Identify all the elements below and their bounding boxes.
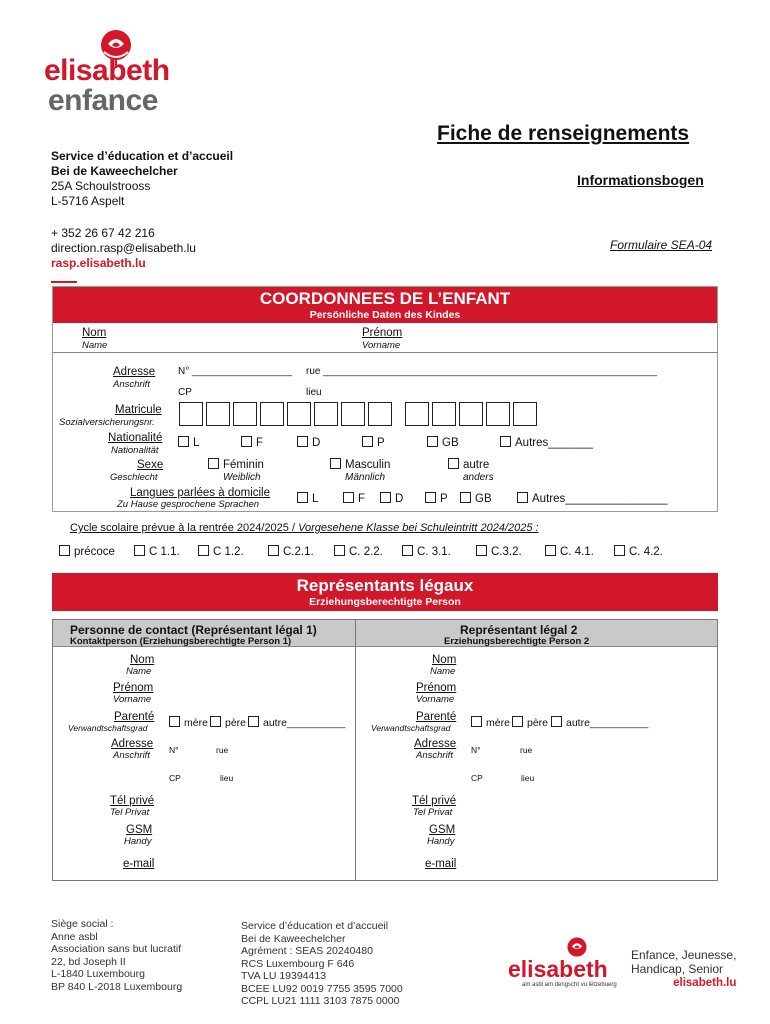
sexe-option-autre[interactable]: autre [448,458,489,471]
footer-slogan-line1: Enfance, Jeunesse, [631,948,737,962]
child-prenom-label-de: Vorname [362,340,401,351]
matricule-box[interactable] [432,402,456,426]
contact-web[interactable]: rasp.elisabeth.lu [51,256,146,270]
nat-option-f[interactable]: F [241,436,263,449]
rep1-parente-label-de: Verwandtschaftsgrad [68,723,148,733]
rep1-tel-label-de: Tel Privat [110,807,150,818]
rep1-lieu-field[interactable]: lieu [220,773,234,783]
rep1-prenom-label-de: Vorname [113,694,152,705]
child-no-field[interactable]: N° __________________ [178,366,293,377]
cycle-option[interactable]: C. 3.1. [402,545,451,558]
footer-slogan-line2: Handicap, Senior [631,962,724,976]
child-nationalite-label-de: Nationalität [111,445,159,456]
matricule-box[interactable] [287,402,311,426]
rep1-no-field[interactable]: N° [169,745,179,755]
child-lieu-field[interactable]: lieu [306,387,322,398]
checkbox-icon[interactable] [460,492,471,503]
nat-option-p[interactable]: P [362,436,385,449]
rep2-cp-field[interactable]: CP [471,773,483,783]
footer-middle-line: Service d’éducation et d’accueil [241,920,389,932]
address-line1: Service d’éducation et d’accueil [51,149,234,163]
child-rue-field[interactable]: rue ____________________________________________________________ [306,366,657,377]
footer-middle-line: CCPL LU21 1111 3103 7875 0000 [241,995,400,1007]
checkbox-icon[interactable] [614,545,625,556]
checkbox-icon[interactable] [134,545,145,556]
checkbox-icon[interactable] [427,436,438,447]
matricule-box[interactable] [486,402,510,426]
child-sexe-label: Sexe [137,459,164,471]
matricule-box[interactable] [179,402,203,426]
footer-middle [241,920,403,1008]
rep2-parente-label-de: Verwandtschaftsgrad [371,723,451,733]
checkbox-icon[interactable] [330,458,341,469]
checkbox-icon[interactable] [476,545,487,556]
nat-option-d[interactable]: D [297,436,320,449]
lang-option-f[interactable]: F [343,492,365,505]
rep2-adresse-label: Adresse [414,738,457,750]
child-heading-de: Persönliche Daten des Kindes [309,309,461,321]
cycle-option[interactable]: C 1.2. [198,545,244,558]
rep1-parente-label: Parenté [114,711,155,723]
matricule-box[interactable] [233,402,257,426]
child-langues-label-de: Zu Hause gesprochene Sprachen [117,499,260,510]
rep1-gsm-label: GSM [126,824,153,836]
sexe-option-feminin-de: Weiblich [223,472,261,483]
rep2-no-field[interactable]: N° [471,745,481,755]
legal-col2-title-de: Erziehungsberechtigte Person 2 [444,636,590,647]
checkbox-icon[interactable] [402,545,413,556]
child-cp-field[interactable]: CP [178,387,192,398]
nat-option-autres[interactable]: Autres_______ [500,436,593,449]
footer-middle-line: Agrément : SEAS 20240480 [241,945,373,957]
form-number: Formulaire SEA-04 [610,238,713,252]
checkbox-icon[interactable] [178,436,189,447]
rep1-email-label: e-mail [123,858,155,870]
child-nationalite-label: Nationalité [108,432,163,444]
address-line2: Bei de Kaweechelcher [51,164,178,178]
rep1-prenom-label: Prénom [113,682,154,694]
child-matricule-label-de: Sozialversicherungsnr. [59,417,155,428]
brand-word-2: enfance [48,84,158,117]
rep1-rue-field[interactable]: rue [216,745,229,755]
cycle-option[interactable]: C.2.1. [268,545,314,558]
brand-word-1: elisabeth [44,54,170,87]
sexe-option-masculin-de: Männlich [345,472,386,483]
footer-left-line: Anne asbl [51,930,98,943]
child-prenom-label: Prénom [362,327,403,339]
rep2-nom-label-de: Name [430,666,456,677]
rep1-parente-pere[interactable]: père [210,716,246,729]
rep1-nom-label: Nom [130,654,155,666]
contact-email[interactable]: direction.rasp@elisabeth.lu [51,241,196,255]
matricule-box[interactable] [405,402,429,426]
matricule-box[interactable] [314,402,338,426]
footer-logo-word: elisabeth [508,956,608,982]
rep1-nom-label-de: Name [126,666,152,677]
legal-heading-de: Erziehungsberechtigte Person [309,596,461,608]
cycle-option[interactable]: C 1.1. [134,545,180,558]
rep2-adresse-label-de: Anschrift [416,750,453,761]
footer-left-line: Siège social : [51,918,114,930]
footer-middle-line: BCEE LU92 0019 7755 3595 7000 [241,982,403,995]
page-title: Fiche de renseignements [437,122,690,145]
cycle-option[interactable]: précoce [59,545,115,558]
checkbox-icon[interactable] [248,716,259,727]
matricule-box[interactable] [260,402,284,426]
footer-left-line: Association sans but lucratif [51,943,182,955]
child-adresse-label: Adresse [113,366,156,378]
sexe-option-masculin[interactable]: Masculin [330,458,390,471]
checkbox-icon[interactable] [425,492,436,503]
checkbox-icon[interactable] [268,545,279,556]
footer-left-line: BP 840 L-2018 Luxembourg [51,980,183,993]
legal-col1-title: Personne de contact (Représentant légal 1) [70,623,317,637]
child-heading: COORDONNEES DE L’ENFANT [259,289,511,308]
footer-web[interactable]: elisabeth.lu [673,977,737,989]
legal-banner [52,573,718,611]
page-subtitle: Informationsbogen [577,172,704,188]
lang-option-autres[interactable]: Autres________________ [517,492,668,505]
sexe-option-feminin[interactable]: Féminin [208,458,264,471]
rep2-tel-label-de: Tel Privat [413,807,453,818]
rep2-parente-label: Parenté [416,711,457,723]
rep1-parente-mere[interactable]: mère [169,716,208,729]
child-sexe-label-de: Geschlecht [110,472,158,483]
child-banner [53,287,717,323]
nat-option-gb[interactable]: GB [427,436,459,449]
rep2-lieu-field[interactable]: lieu [521,773,535,783]
matricule-box[interactable] [368,402,392,426]
checkbox-icon[interactable] [198,545,209,556]
checkbox-icon[interactable] [297,436,308,447]
address-line4: L-5716 Aspelt [51,194,125,208]
legal-col1-title-de: Kontaktperson (Erziehungsberechtigte Person 1) [70,636,292,647]
child-adresse-label-de: Anschrift [113,379,150,390]
checkbox-icon[interactable] [169,716,180,727]
contact-block [51,226,196,271]
contact-phone: + 352 26 67 42 216 [51,226,155,240]
child-nom-label-de: Name [82,340,108,351]
rep2-gsm-label: GSM [429,824,456,836]
legal-col2-title: Représentant légal 2 [460,623,578,637]
checkbox-icon[interactable] [545,545,556,556]
checkbox-icon[interactable] [208,458,219,469]
checkbox-icon[interactable] [343,492,354,503]
sexe-option-autre-de: anders [463,472,494,483]
checkbox-icon[interactable] [512,716,523,727]
red-divider [51,281,77,283]
checkbox-icon[interactable] [448,458,459,469]
legal-col-divider [355,620,356,880]
child-name-divider [52,352,718,353]
cycle-option[interactable]: C. 4.1. [545,545,594,558]
rep2-rue-field[interactable]: rue [520,745,533,755]
matricule-box[interactable] [341,402,365,426]
footer-middle-line: RCS Luxembourg F 646 [241,957,355,970]
checkbox-icon[interactable] [59,545,70,556]
footer-slogan [631,948,736,990]
checkbox-icon[interactable] [500,436,511,447]
rep2-parente-autre[interactable]: autre__________ [551,716,648,729]
rep2-parente-pere[interactable]: père [512,716,548,729]
lang-option-p[interactable]: P [425,492,448,505]
rep2-email-label: e-mail [425,858,457,870]
footer-left-line: 22, bd Joseph II [51,955,126,968]
matricule-box[interactable] [513,402,537,426]
child-langues-label: Langues parlées à domicile [130,487,271,499]
rep1-tel-label: Tél privé [110,795,155,807]
rep2-parente-mere[interactable]: mère [471,716,510,729]
checkbox-icon[interactable] [297,492,308,503]
cycle-heading: Cycle scolaire prévue à la rentrée 2024/2025 / Vorgesehene Klasse bei Schuleintritt 2024/2025 : [70,522,539,534]
address-block [51,149,233,209]
rep2-gsm-label-de: Handy [427,836,455,847]
rep1-gsm-label-de: Handy [124,836,152,847]
rep2-prenom-label: Prénom [416,682,457,694]
cycle-option[interactable]: C. 4.2. [614,545,663,558]
footer-logo-tag: am asbl am dengscht vu lëtzebuerg [522,982,617,988]
footer-middle-line: TVA LU 19394413 [241,970,327,982]
rep2-prenom-label-de: Vorname [416,694,455,705]
footer-left [51,918,182,993]
rep1-adresse-label: Adresse [111,738,154,750]
checkbox-icon[interactable] [334,545,345,556]
matricule-box[interactable] [206,402,230,426]
footer-logo [508,936,628,992]
checkbox-icon[interactable] [551,716,562,727]
footer-middle-line: Bei de Kaweechelcher [241,932,346,945]
checkbox-icon[interactable] [210,716,221,727]
rep1-cp-field[interactable]: CP [169,773,181,783]
child-nom-label: Nom [82,327,107,339]
cycle-option[interactable]: C.3.2. [476,545,522,558]
rep2-tel-label: Tél privé [412,795,457,807]
rep2-nom-label: Nom [432,654,457,666]
nat-option-l[interactable]: L [178,436,199,449]
matricule-box[interactable] [459,402,483,426]
checkbox-icon[interactable] [471,716,482,727]
rep1-parente-autre[interactable]: autre__________ [248,716,345,729]
child-matricule-label: Matricule [115,404,162,416]
checkbox-icon[interactable] [380,492,391,503]
legal-heading: Représentants légaux [296,576,474,595]
footer-left-line: L-1840 Luxembourg [51,968,145,980]
checkbox-icon[interactable] [517,492,528,503]
address-line3: 25A Schoulstrooss [51,179,151,193]
cycle-option[interactable]: C. 2.2. [334,545,383,558]
lang-option-l[interactable]: L [297,492,318,505]
rep1-adresse-label-de: Anschrift [113,750,150,761]
checkbox-icon[interactable] [241,436,252,447]
brand-logo [44,28,194,118]
lang-option-gb[interactable]: GB [460,492,492,505]
checkbox-icon[interactable] [362,436,373,447]
lang-option-d[interactable]: D [380,492,403,505]
